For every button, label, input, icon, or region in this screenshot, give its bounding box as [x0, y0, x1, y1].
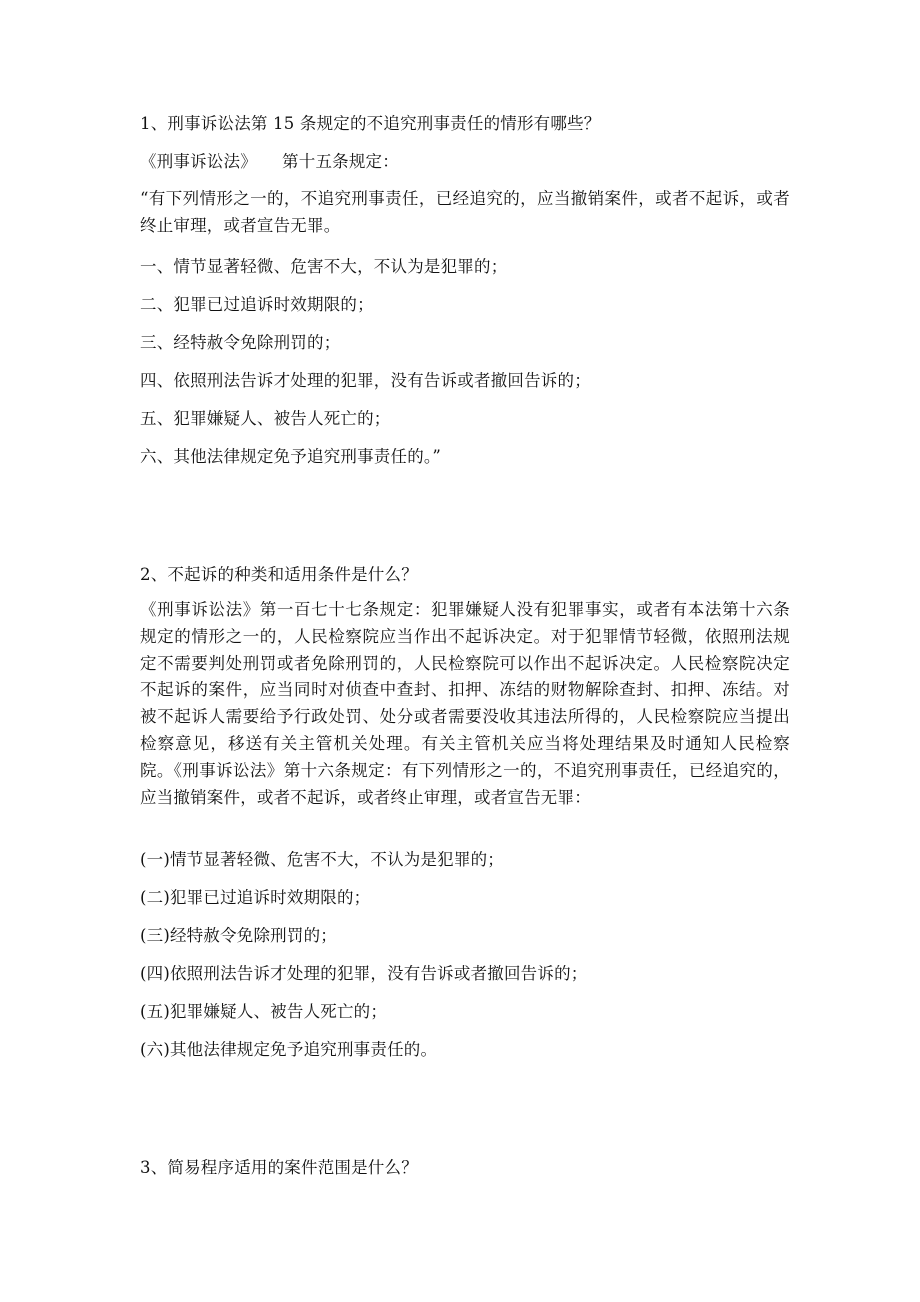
question-2-item-4: (四)依照刑法告诉才处理的犯罪，没有告诉或者撤回告诉的； [140, 964, 588, 983]
question-2-item-3: (三)经特赦令免除刑罚的； [140, 926, 337, 945]
question-1-item-3: 三、经特赦令免除刑罚的； [140, 333, 341, 352]
question-2-item-2: (二)犯罪已过追诉时效期限的； [140, 888, 371, 907]
question-2-item-5: (五)犯罪嫌疑人、被告人死亡的； [140, 1002, 388, 1021]
question-3-heading: 3、简易程序适用的案件范围是什么？ [140, 1158, 418, 1177]
question-1-item-2: 二、犯罪已过追诉时效期限的； [140, 295, 374, 314]
question-1-source: 《刑事诉讼法》 第十五条规定： [140, 152, 399, 171]
question-1-item-4: 四、依照刑法告诉才处理的犯罪，没有告诉或者撤回告诉的； [140, 371, 591, 390]
question-1-heading: 1、刑事诉讼法第 15 条规定的不追究刑事责任的情形有哪些？ [140, 114, 601, 133]
question-2-item-1: (一)情节显著轻微、危害不大，不认为是犯罪的； [140, 850, 504, 869]
question-2-heading: 2、不起诉的种类和适用条件是什么？ [140, 565, 418, 584]
question-1-item-5: 五、犯罪嫌疑人、被告人死亡的； [140, 409, 391, 428]
question-1-item-6: 六、其他法律规定免予追究刑事责任的。” [140, 447, 441, 466]
question-2-item-6: (六)其他法律规定免予追究刑事责任的。 [140, 1040, 438, 1059]
question-1-item-1: 一、情节显著轻微、危害不大，不认为是犯罪的； [140, 257, 508, 276]
question-2-body: 《刑事诉讼法》第一百七十七条规定：犯罪嫌疑人没有犯罪事实，或者有本法第十六条规定的情形之一的，人民检察院应当作出不起诉决定。对于犯罪情节轻微，依照刑法规定不需要判处刑罚或者免除刑罚的，人民检察院可以作出不起诉决定。人民检察院决定不起诉的案件，应当同时对侦查中查封、扣押、冻结的财物解除查封、扣押、冻结。对被不起诉人需要给予行政处罚、处分或者需要没收其违法所得的，人民检察院应当提出检察意见，移送有关主管机关处理。有关主管机关应当将处理结果及时通知人民检察院。《刑事诉讼法》第十六条规定：有下列情形之一的，不追究刑事责任，已经追究的，应当撤销案件，或者不起诉，或者终止审理，或者宣告无罪： [140, 600, 790, 807]
question-1-intro: “有下列情形之一的，不追究刑事责任，已经追究的，应当撤销案件，或者不起诉，或者终止审理，或者宣告无罪。 [140, 189, 790, 235]
